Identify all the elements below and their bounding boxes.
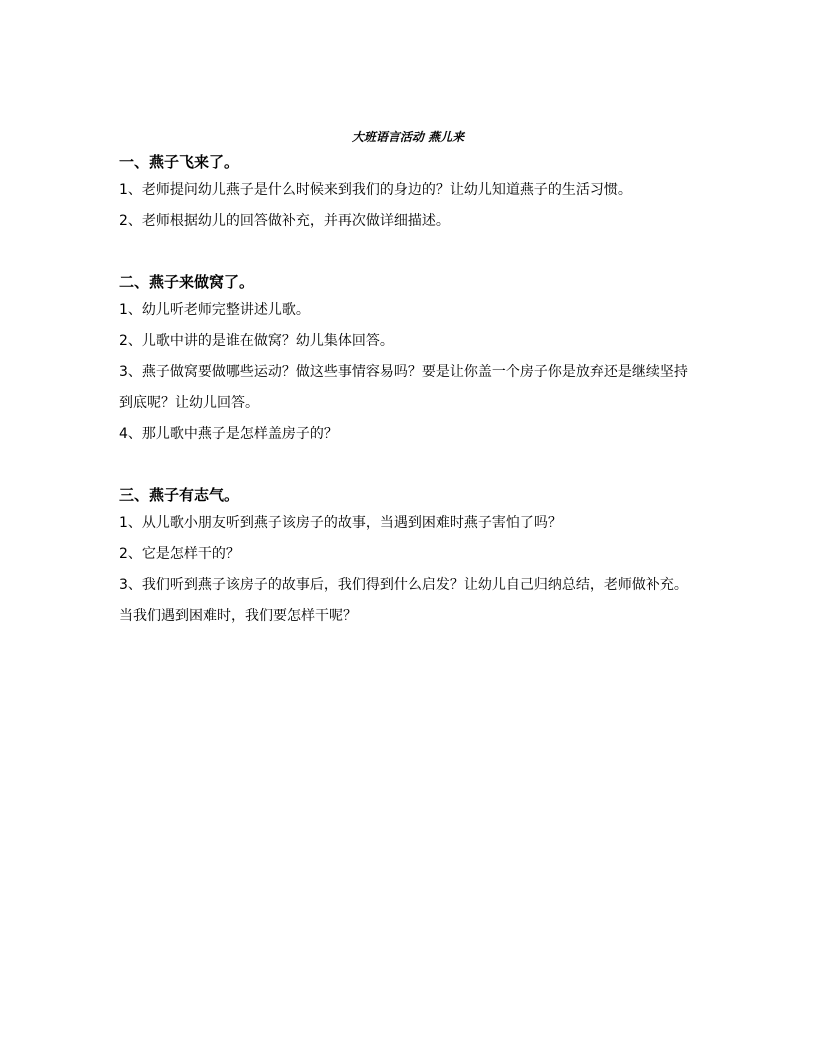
paragraph: 2、儿歌中讲的是谁在做窝？幼儿集体回答。 xyxy=(119,333,394,349)
section-heading: 一、燕子飞来了。 xyxy=(119,153,240,171)
paragraph: 1、从儿歌小朋友听到燕子该房子的故事，当遇到困难时燕子害怕了吗？ xyxy=(119,515,562,531)
paragraph: 4、那儿歌中燕子是怎样盖房子的？ xyxy=(119,426,338,442)
paragraph: 1、幼儿听老师完整讲述儿歌。 xyxy=(119,302,310,318)
section-heading: 二、燕子来做窝了。 xyxy=(119,273,255,291)
section-3 xyxy=(119,482,699,632)
paragraph: 3、我们听到燕子该房子的故事后，我们得到什么启发？让幼儿自己归纳总结，老师做补充。 xyxy=(119,577,688,593)
document-title: 大班语言活动 燕儿来 xyxy=(351,130,465,144)
paragraph: 2、它是怎样干的？ xyxy=(119,546,240,562)
section-heading: 三、燕子有志气。 xyxy=(119,486,240,504)
document-body xyxy=(119,149,699,632)
paragraph: 当我们遇到困难时，我们要怎样干呢？ xyxy=(119,608,357,624)
paragraph: 1、老师提问幼儿燕子是什么时候来到我们的身边的？让幼儿知道燕子的生活习惯。 xyxy=(119,182,632,198)
paragraph: 2、老师根据幼儿的回答做补充，并再次做详细描述。 xyxy=(119,213,450,229)
paragraph: 3、燕子做窝要做哪些运动？做这些事情容易吗？要是让你盖一个房子你是放弃还是继续坚持到底呢？让幼儿回答。 xyxy=(119,364,688,411)
section-1 xyxy=(119,149,699,237)
section-2 xyxy=(119,269,699,450)
